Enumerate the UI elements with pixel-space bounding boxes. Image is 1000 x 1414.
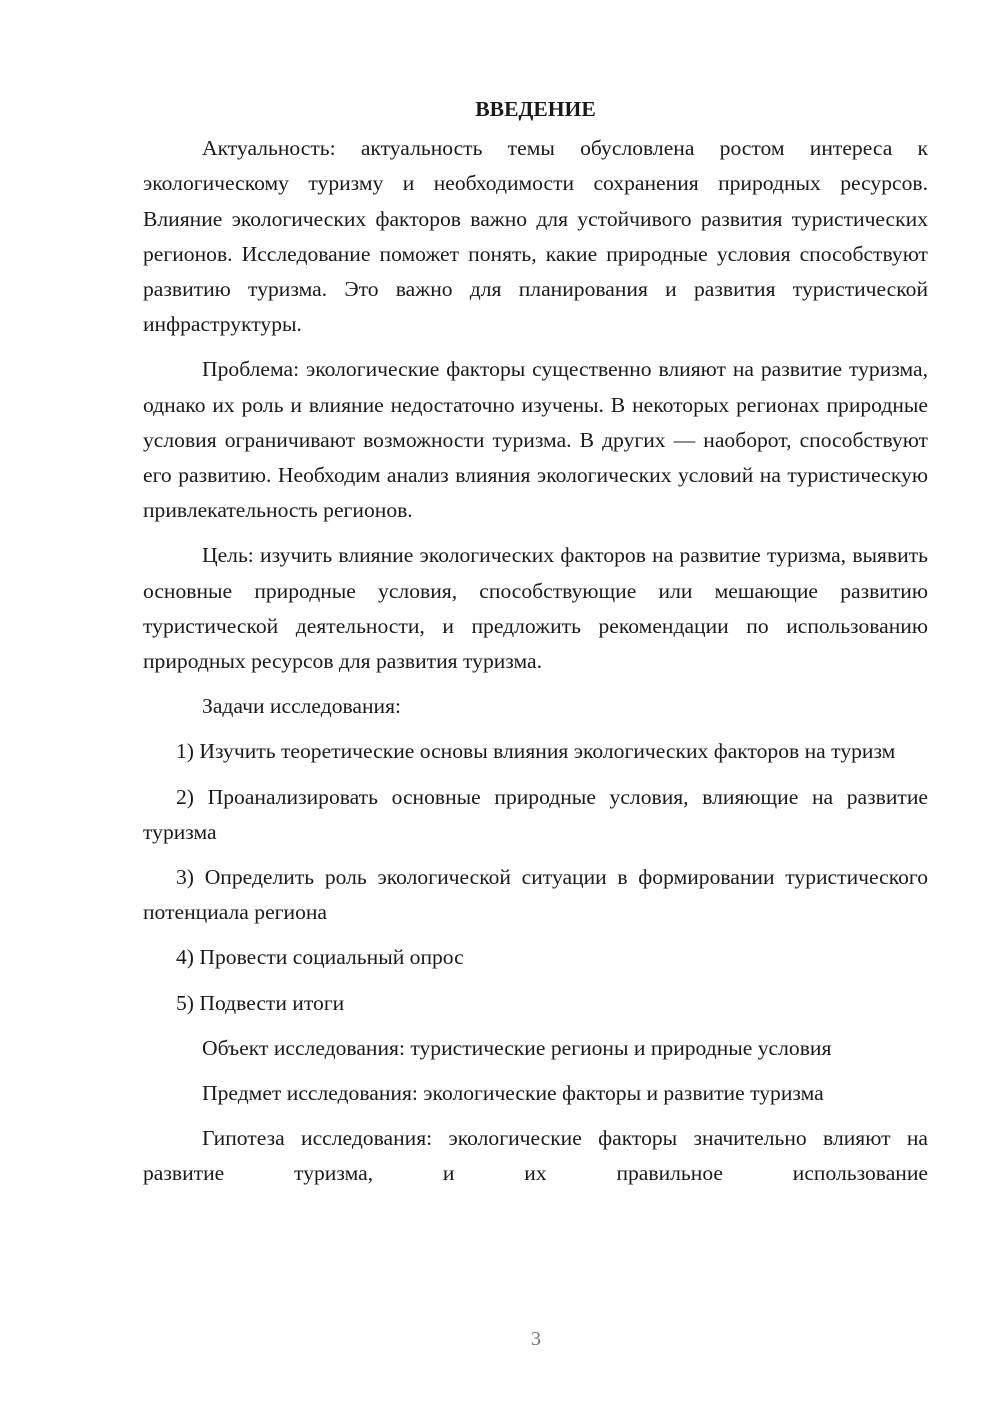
section-heading: ВВЕДЕНИЕ: [475, 97, 596, 121]
object-paragraph: Объект исследования: туристические регионы и природные условия: [202, 1035, 832, 1060]
task-item: 4) Провести социальный опрос: [176, 945, 464, 970]
subject-paragraph: Предмет исследования: экологические факторы и развитие туризма: [202, 1081, 824, 1106]
task-item: 1) Изучить теоретические основы влияния экологических факторов на туризм: [176, 739, 896, 764]
relevance-paragraph: Актуальность: актуальность темы обусловлена ростом интереса к экологическому туризму и необходимости сохранения природных ресурсов. Влияние экологических факторов важно для устойчивого развития туристических регионов. Исследование поможет понять, какие природные условия способствуют развитию туризма. Это важно для планирования и развития туристической инфраструктуры.: [143, 136, 928, 337]
task-item: 2) Проанализировать основные природные условия, влияющие на развитие туризма: [143, 784, 928, 844]
document-body: [143, 92, 928, 1192]
task-item: 5) Подвести итоги: [176, 990, 345, 1015]
tasks-title: Задачи исследования:: [202, 694, 402, 719]
problem-paragraph: Проблема: экологические факторы существенно влияют на развитие туризма, однако их роль и влияние недостаточно изучены. В некоторых регионах природные условия ограничивают возможности туризма. В других — наоборот, способствуют его развитию. Необходим анализ влияния экологических условий на туристическую привлекательность регионов.: [143, 357, 928, 523]
goal-paragraph: Цель: изучить влияние экологических факторов на развитие туризма, выявить основные природные условия, способствующие или мешающие развитию туристической деятельности, и предложить рекомендации по использованию природных ресурсов для развития туризма.: [143, 543, 928, 674]
task-item: 3) Определить роль экологической ситуации в формировании туристического потенциала региона: [143, 865, 928, 925]
hypothesis-paragraph: Гипотеза исследования: экологические факторы значительно влияют на развитие туризма, и их правильное использование: [143, 1126, 928, 1186]
page-number: 3: [531, 1328, 541, 1350]
